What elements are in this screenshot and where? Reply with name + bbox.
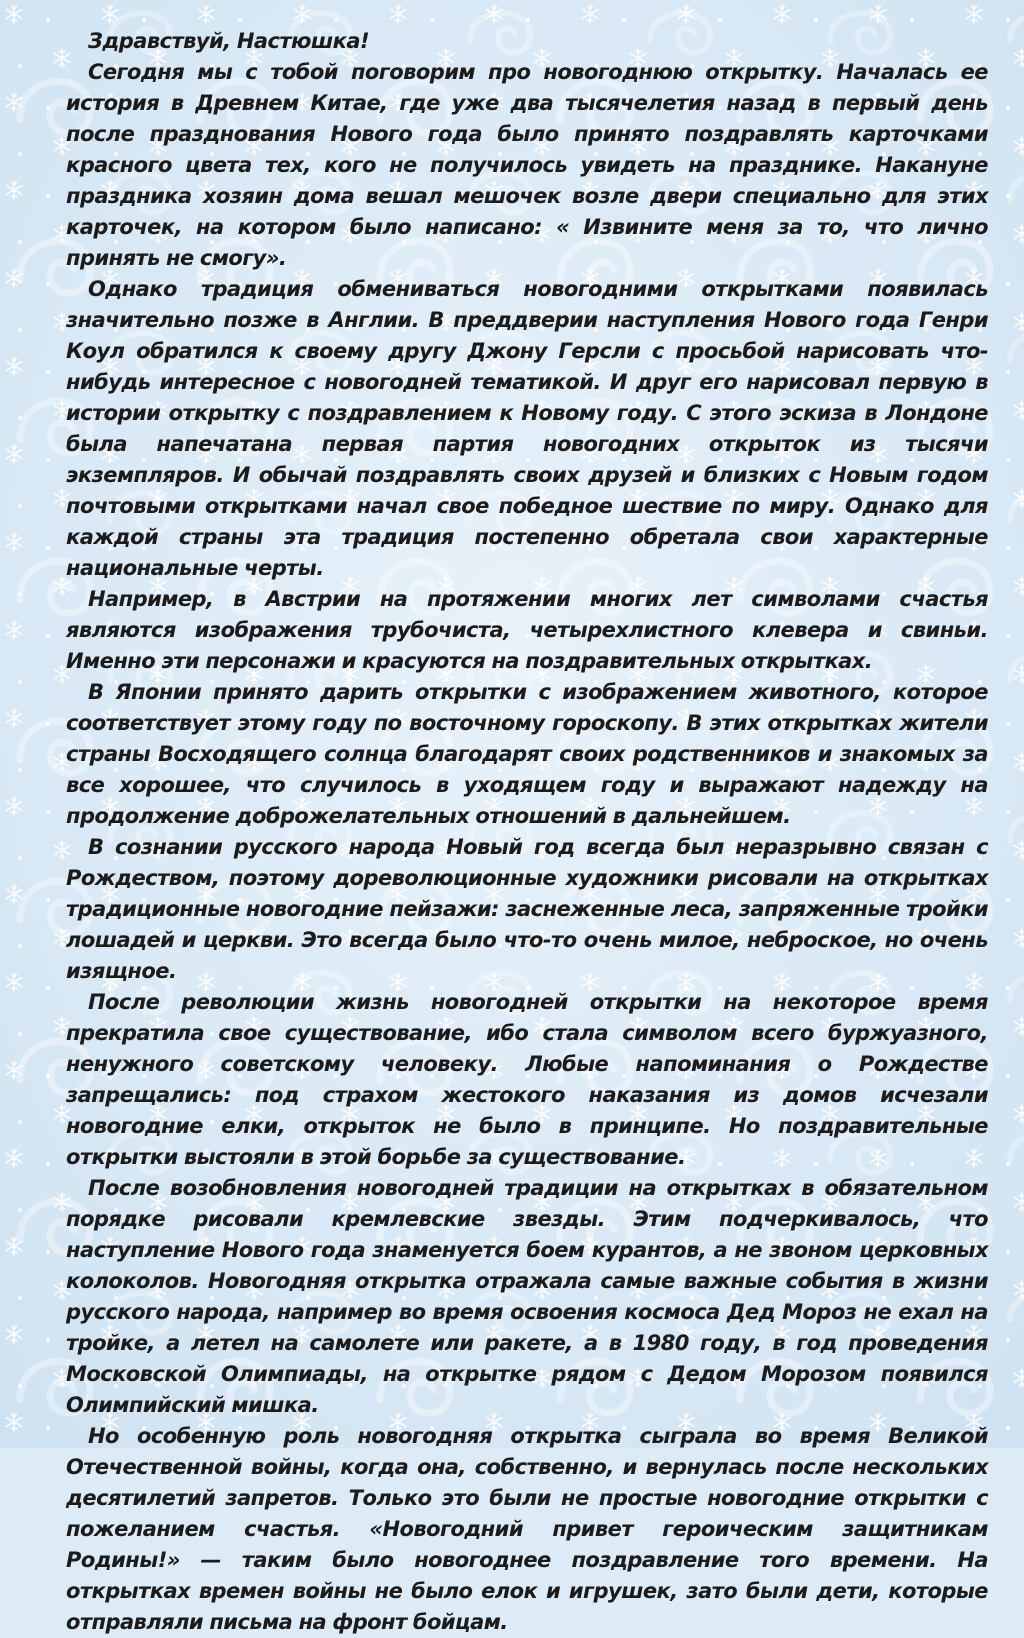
paragraph-war-years: Но особенную роль новогодняя открытка сыграла во время Великой Отечественной войны, когда она, собственно, и вернулась после нескольких десятилетий запретов. Только это были не простые новогодние открытки с пожеланием счастья. «Новогодний привет героическим защитникам Родины!» — таким было новогоднее поздравление того времени. На открытках времен войны не было елок и игрушек, зато были дети, которые отправляли письма на фронт бойцам. <box>66 1424 988 1634</box>
paragraph-austria: Например, в Австрии на протяжении многих лет символами счастья являются изображения трубочиста, четырехлистного клевера и свиньи. Именно эти персонажи и красуются на поздравительных открытках. <box>66 587 988 673</box>
paragraph-revolution: После революции жизнь новогодней открытки на некоторое время прекратила свое существование, ибо стала символом всего буржуазного, ненужного советскому человеку. Любые напоминания о Рождестве запрещались: под страхом жестокого наказания из домов исчезали новогодние елки, открыток не было в принципе. Но поздравительные открытки выстояли в этой борьбе за существование. <box>66 990 988 1169</box>
greeting-line: Здравствуй, Настюшка! <box>88 29 370 53</box>
paragraph-china: Сегодня мы с тобой поговорим про новогоднюю открытку. Началась ее история в Древнем Китае, где уже два тысячелетия назад в первый день после празднования Нового года было принято поздравлять карточками красного цвета тех, кого не получилось увидеть на празднике. Накануне праздника хозяин дома вешал мешочек возле двери специально для этих карточек, на котором было написано: « Извините меня за то, что лично принять не смогу». <box>66 60 988 270</box>
paragraph-japan: В Японии принято дарить открытки с изображением животного, которое соответствует этому году по восточному гороскопу. В этих открытках жители страны Восходящего солнца благодарят своих родственников и знакомых за все хорошее, что случилось в уходящем году и выражают надежду на продолжение доброжелательных отношений в дальнейшем. <box>66 680 988 828</box>
paragraph-england: Однако традиция обмениваться новогодними открытками появилась значительно позже в Англии. В преддверии наступления Нового года Генри Коул обратился к своему другу Джону Герсли с просьбой нарисовать что-нибудь интересное с новогодней тематикой. И друг его нарисовал первую в истории открытку с поздравлением к Новому году. С этого эскиза в Лондоне была напечатана первая партия новогодних открыток из тысячи экземпляров. И обычай поздравлять своих друзей и близких с Новым годом почтовыми открытками начал свое победное шествие по миру. Однако для каждой страны эта традиция постепенно обретала свои характерные национальные черты. <box>66 277 988 580</box>
letter-body <box>66 26 988 1638</box>
paragraph-russia: В сознании русского народа Новый год всегда был неразрывно связан с Рождеством, поэтому дореволюционные художники рисовали на открытках традиционные новогодние пейзажи: заснеженные леса, запряженные тройки лошадей и церкви. Это всегда было что-то очень милое, неброское, но очень изящное. <box>66 835 988 983</box>
paragraph-kremlin-stars: После возобновления новогодней традиции на открытках в обязательном порядке рисовали кремлевские звезды. Этим подчеркивалось, что наступление Нового года знаменуется боем курантов, а не звоном церковных колоколов. Новогодняя открытка отражала самые важные события в жизни русского народа, например во время освоения космоса Дед Мороз не ехал на тройке, а летел на самолете или ракете, а в 1980 году, в год проведения Московской Олимпиады, на открытке рядом с Дедом Морозом появился Олимпийский мишка. <box>66 1176 988 1417</box>
